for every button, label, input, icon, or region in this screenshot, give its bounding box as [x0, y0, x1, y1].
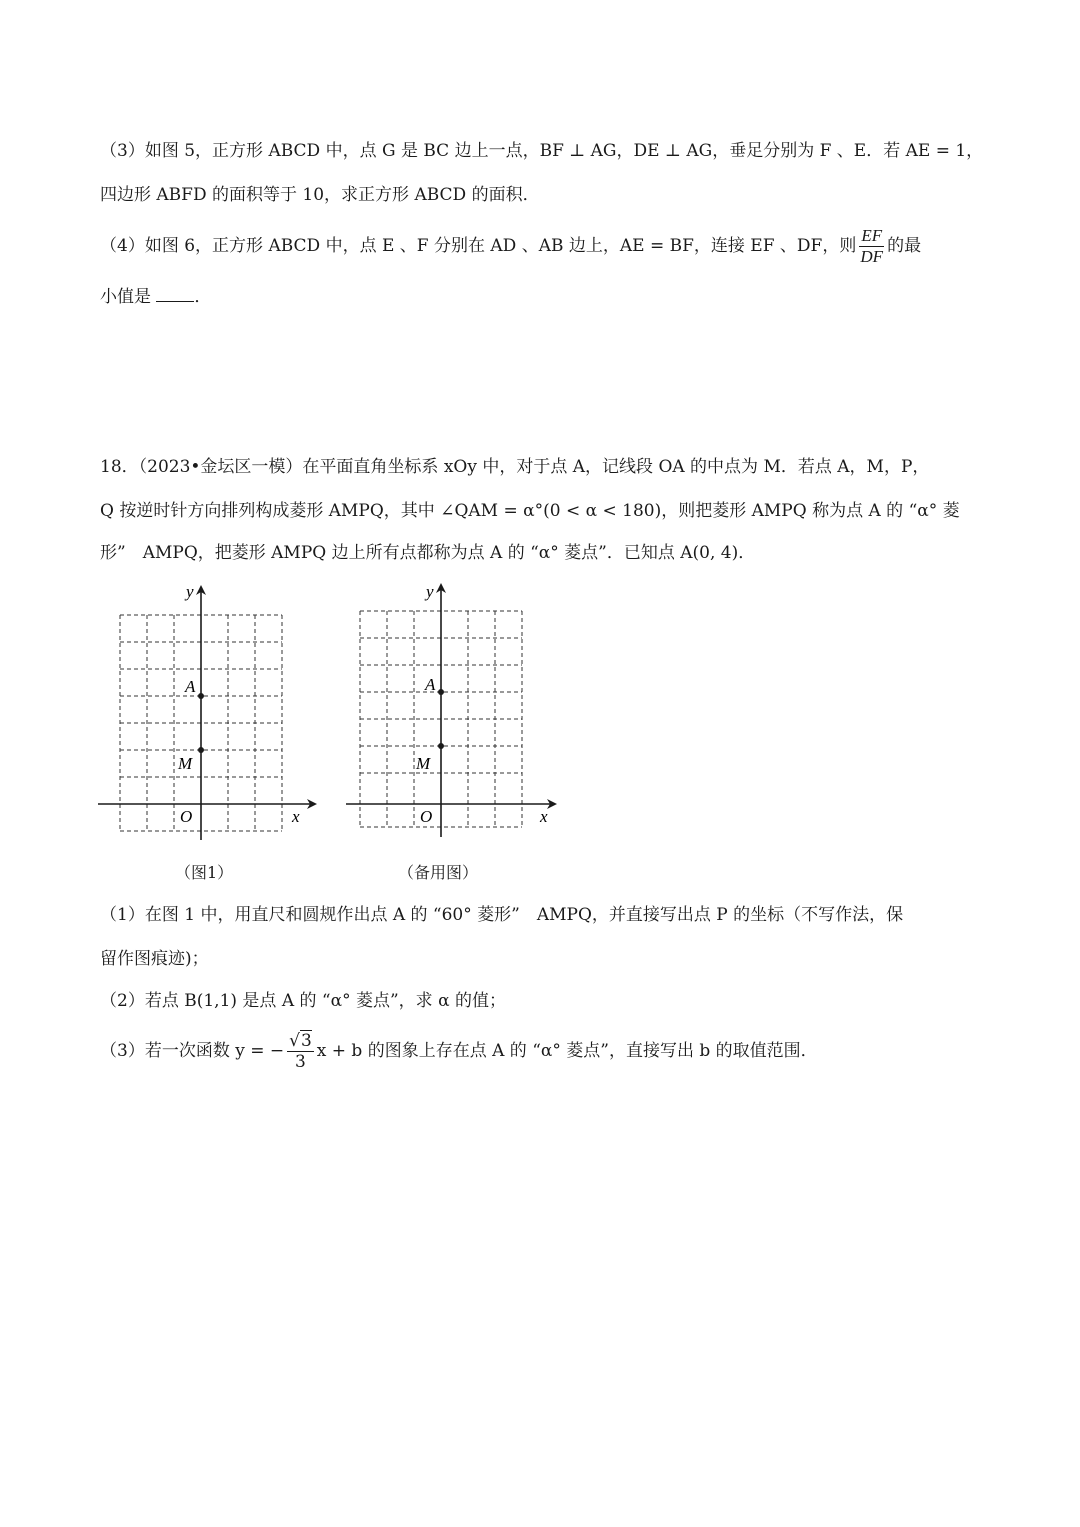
label-y: y [426, 582, 434, 601]
q18-line3: 形” AMPQ，把菱形 AMPQ 边上所有点都称为点 A 的 “α° 菱点”．已知点 A(0, 4)． [100, 543, 756, 563]
q18-sub3 [100, 1028, 818, 1074]
label-x: x [292, 807, 300, 826]
fraction-sqrt3-over-3 [287, 1031, 314, 1072]
fraction-denominator: 3 [295, 1052, 306, 1072]
fraction-numerator [287, 1031, 314, 1052]
spare-figure-caption: （备用图） [398, 863, 479, 882]
label-origin: O [180, 807, 193, 826]
q17-part4-line2: 小值是 ． [100, 287, 212, 307]
label-a: A [425, 675, 436, 694]
figure-1-caption: （图1） [175, 863, 234, 882]
sqrt-argument: 3 [300, 1031, 312, 1051]
q17-part4-text: （4）如图 6，正方形 ABCD 中，点 E 、F 分别在 AD 、AB 边上，AE = BF，连接 EF 、DF，则 [100, 236, 857, 256]
q18-sub3-text-tail: x + b 的图象上存在点 A 的 “α° 菱点”，直接写出 b 的取值范围． [316, 1041, 818, 1061]
fraction-denominator: DF [860, 247, 884, 266]
label-x: x [540, 807, 548, 826]
answer-blank [156, 285, 194, 302]
q18-sub3-text: （3）若一次函数 y = − [100, 1041, 285, 1061]
coordinate-grid-spare-figure [330, 575, 570, 850]
q18-sub1-line2: 留作图痕迹)； [100, 949, 209, 969]
point-a [198, 693, 204, 699]
label-y: y [186, 582, 194, 601]
label-m: M [178, 754, 193, 773]
q17-part3-line1: （3）如图 5，正方形 ABCD 中，点 G 是 BC 边上一点，BF ⊥ AG，DE ⊥ AG，垂足分别为 F 、E．若 AE = 1， [100, 141, 984, 161]
label-a: A [185, 677, 196, 696]
coordinate-grid-figure-1 [90, 575, 330, 850]
q18-line1: 18．（2023•金坛区一模）在平面直角坐标系 xOy 中，对于点 A，记线段 OA 的中点为 M．若点 A，M，P， [100, 457, 930, 477]
q18-sub2: （2）若点 B(1,1) 是点 A 的 “α° 菱点”，求 α 的值； [100, 991, 506, 1011]
point-m [438, 743, 444, 749]
q17-part4-line1 [100, 224, 921, 268]
point-a [438, 689, 444, 695]
q18-sub1-line1: （1）在图 1 中，用直尺和圆规作出点 A 的 “60° 菱形” AMPQ，并直接写出点 P 的坐标（不写作法，保 [100, 905, 904, 925]
q18-line2: Q 按逆时针方向排列构成菱形 AMPQ，其中 ∠QAM = α°(0 < α < 180)，则把菱形 AMPQ 称为点 A 的 “α° 菱 [100, 501, 960, 521]
label-m: M [416, 754, 431, 773]
point-m [198, 747, 204, 753]
q17-part3-line2: 四边形 ABFD 的面积等于 10，求正方形 ABCD 的面积． [100, 185, 540, 205]
q17-part4-text-tail: 的最 [887, 236, 922, 256]
fraction-numerator: EF [861, 226, 883, 245]
sqrt-symbol: √3 [289, 1031, 312, 1051]
fraction-ef-over-df [859, 226, 884, 267]
q17-part4-line2-text: 小值是 [100, 287, 151, 307]
label-origin: O [420, 807, 433, 826]
